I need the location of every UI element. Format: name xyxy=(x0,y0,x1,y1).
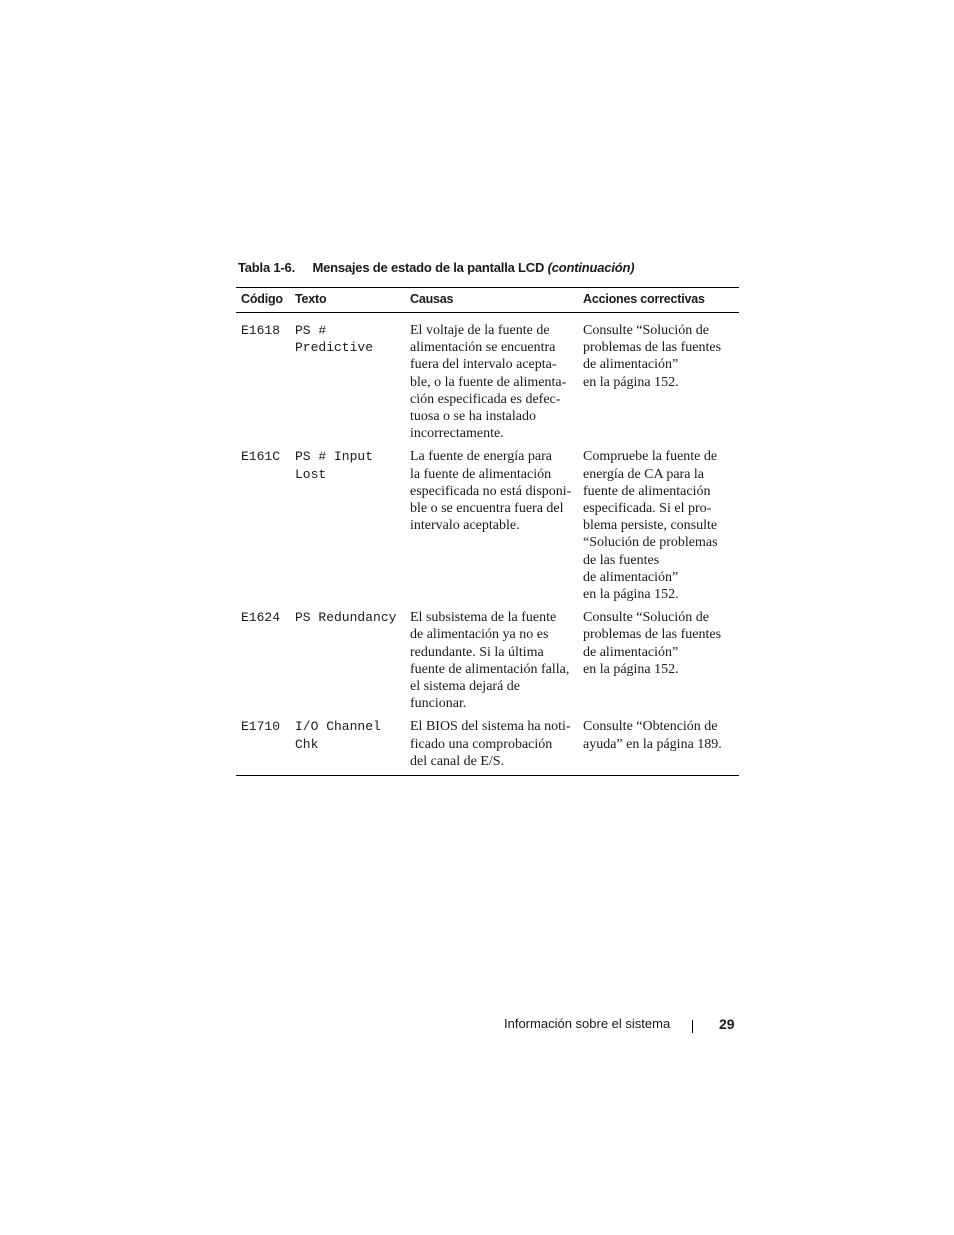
header-actions: Acciones correctivas xyxy=(578,288,739,313)
footer-section-title: Información sobre el sistema xyxy=(504,1016,671,1031)
cell-actions-line: blema persiste, consulte xyxy=(583,518,718,534)
cell-actions-line: fuente de alimentación xyxy=(583,483,711,499)
table-row xyxy=(236,718,739,775)
cell-text-line: PS # xyxy=(295,323,327,338)
cell-text xyxy=(290,448,405,609)
cell-actions xyxy=(578,718,739,775)
cell-causes xyxy=(405,313,578,449)
cell-code: E1624 xyxy=(241,610,281,626)
cell-actions-line: de alimentación” xyxy=(583,357,679,373)
cell-actions-line: especificada. Si el pro- xyxy=(583,501,712,517)
cell-causes-line: La fuente de energía para xyxy=(410,449,552,465)
cell-causes-line: El subsistema de la fuente xyxy=(410,610,557,626)
cell-text-line: I/O Channel xyxy=(295,719,381,735)
cell-causes-line: del canal de E/S. xyxy=(410,753,505,769)
header-code: Código xyxy=(236,288,290,313)
cell-causes-line: especificada no está disponi- xyxy=(410,483,572,499)
cell-actions-line: en la página 152. xyxy=(583,587,679,603)
cell-causes-line: fuente de alimentación falla, xyxy=(410,661,570,677)
cell-causes xyxy=(405,609,578,718)
table-header-row xyxy=(236,288,739,313)
cell-actions xyxy=(578,609,739,718)
cell-text-line: Predictive xyxy=(295,340,374,356)
cell-causes xyxy=(405,718,578,775)
cell-code: E1710 xyxy=(236,718,290,775)
cell-actions-line: Consulte “Obtención de xyxy=(583,719,718,735)
table-row xyxy=(236,448,739,609)
cell-actions-line: Compruebe la fuente de xyxy=(583,449,718,465)
cell-text-line: Lost xyxy=(295,466,327,482)
cell-causes-line: de alimentación ya no es xyxy=(410,627,549,643)
cell-causes-line: El BIOS del sistema ha noti- xyxy=(410,719,571,735)
cell-causes-line: ble, o la fuente de alimenta- xyxy=(410,374,567,390)
lcd-status-table xyxy=(236,287,739,776)
table-number: Tabla 1-6. xyxy=(238,260,296,275)
cell-actions-line: Consulte “Solución de xyxy=(583,610,709,626)
cell-code: E161C xyxy=(241,449,281,465)
cell-text xyxy=(290,609,405,718)
header-text: Texto xyxy=(290,288,405,313)
cell-text-line: PS # Input xyxy=(295,449,374,465)
cell-causes-line: fuera del intervalo acepta- xyxy=(410,357,557,373)
cell-actions-line: de alimentación” xyxy=(583,644,679,660)
cell-causes xyxy=(405,448,578,609)
cell-actions-line: de las fuentes xyxy=(583,552,660,568)
cell-causes-line: ble o se encuentra fuera del xyxy=(410,501,564,517)
cell-text xyxy=(290,313,405,449)
cell-actions-line: “Solución de problemas xyxy=(583,535,718,551)
cell-causes-line: el sistema dejará de xyxy=(410,679,521,695)
page-number: 29 xyxy=(719,1016,735,1032)
cell-text-line: PS Redundancy xyxy=(295,610,397,626)
table-row xyxy=(236,313,739,449)
cell-actions xyxy=(578,448,739,609)
cell-actions-line: problemas de las fuentes xyxy=(583,340,722,356)
cell-actions-line: ayuda” en la página 189. xyxy=(583,736,722,752)
cell-actions-line: problemas de las fuentes xyxy=(583,627,722,643)
cell-causes-line: la fuente de alimentación xyxy=(410,466,552,482)
header-causes: Causas xyxy=(405,288,578,313)
cell-causes-line: ción especificada es defec- xyxy=(410,391,561,407)
cell-causes-line: alimentación se encuentra xyxy=(410,340,556,356)
cell-causes-line: incorrectamente. xyxy=(410,426,504,442)
cell-text-line: Chk xyxy=(295,736,319,752)
cell-causes-line: funcionar. xyxy=(410,696,467,712)
cell-actions-line: de alimentación” xyxy=(583,569,679,585)
table-title: Mensajes de estado de la pantalla LCD xyxy=(312,260,545,275)
table-row xyxy=(236,609,739,718)
table-continued-label: (continuación) xyxy=(547,260,635,275)
cell-code: E1618 xyxy=(241,323,281,338)
cell-causes-line: ficado una comprobación xyxy=(410,736,553,752)
cell-actions-line: energía de CA para la xyxy=(583,466,705,482)
cell-actions-line: Consulte “Solución de xyxy=(583,323,709,338)
cell-actions xyxy=(578,313,739,449)
cell-causes-line: intervalo aceptable. xyxy=(410,518,520,534)
table-caption xyxy=(238,260,634,275)
footer-separator xyxy=(692,1020,693,1033)
cell-causes-line: tuosa o se ha instalado xyxy=(410,409,536,425)
cell-actions-line: en la página 152. xyxy=(583,374,679,390)
cell-actions-line: en la página 152. xyxy=(583,661,679,677)
table-body xyxy=(236,313,739,776)
cell-causes-line: El voltaje de la fuente de xyxy=(410,323,550,338)
cell-causes-line: redundante. Si la última xyxy=(410,644,544,660)
cell-text xyxy=(290,718,405,775)
